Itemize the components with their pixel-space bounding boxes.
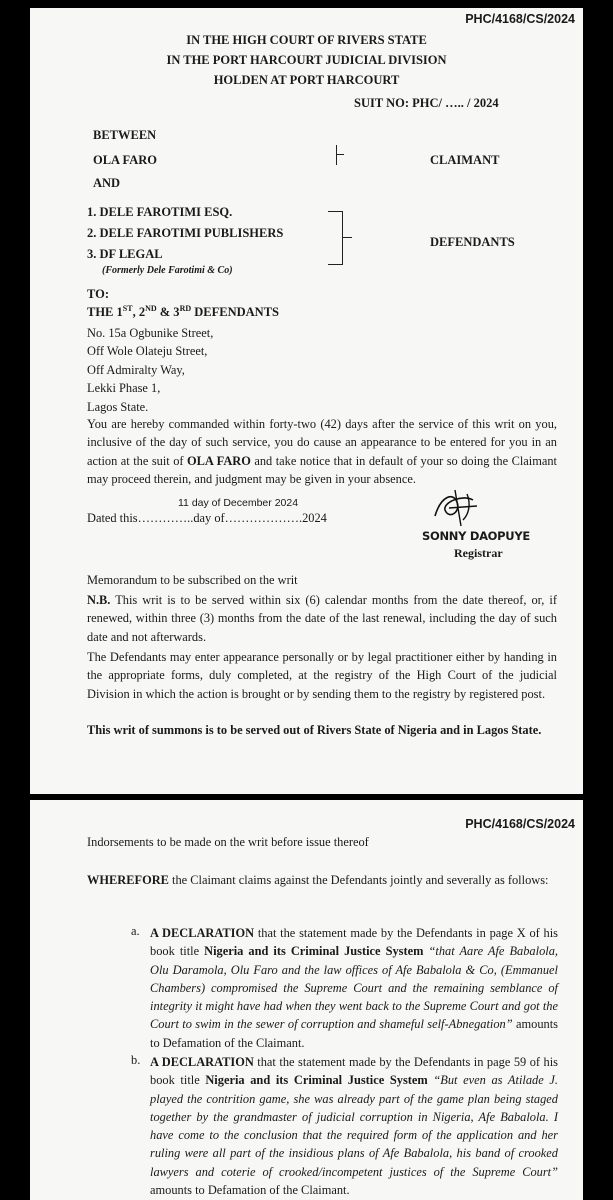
between-label: BETWEEN <box>93 128 157 142</box>
writ-page-2 <box>30 800 583 1200</box>
claimant-bracket-tick <box>336 154 344 155</box>
to-label: TO: <box>87 287 109 301</box>
indorsement-heading: Indorsements to be made on the writ before issue thereof <box>87 835 369 849</box>
wherefore-paragraph: WHEREFORE the Claimant claims against the Defendants jointly and severally as follows: <box>87 873 549 887</box>
memorandum-heading: Memorandum to be subscribed on the writ <box>87 573 298 587</box>
claimant-name: OLA FARO <box>93 153 158 167</box>
registrar-signature-icon <box>427 486 487 532</box>
registrar-title: Registrar <box>454 546 503 560</box>
defendant-item: 2. DELE FAROTIMI PUBLISHERS <box>87 226 284 240</box>
claimant-role: CLAIMANT <box>430 153 500 167</box>
defendants-role: DEFENDANTS <box>430 235 515 249</box>
address-line: Lekki Phase 1, <box>87 381 161 396</box>
dated-line: Dated this…………..day of……………….2024 <box>87 511 327 525</box>
court-heading-line: IN THE PORT HARCOURT JUDICIAL DIVISION <box>166 53 447 67</box>
suit-reference: PHC/4168/CS/2024 <box>465 817 575 831</box>
defendants-list <box>87 202 283 265</box>
defendant-item: 1. DELE FAROTIMI ESQ. <box>87 205 233 219</box>
address-block <box>87 324 213 416</box>
defendant-item: 3. DF LEGAL <box>87 247 163 261</box>
nb-paragraph: N.B. This writ is to be served within six (6) calendar months from the date thereof, or, if renewed, within three (3) months from the date of the last renewal, including the day of such date and not afterwards. <box>87 593 557 644</box>
claim-declaration: A DECLARATION that the statement made by the Defendants in page 59 of his book title Nigeria and its Criminal Justice System “But even as Atilade J. played the contrition game, she was already part of the game plan being staged together by the grandmaster of judicial corruption in Nigeria, Afe Babalola. I have come to the conclusion that the required form of the application and her ruling were all part of the insidious plans of Afe Babalola, his band of crooked lawyers and coterie of crooked/incompetent justices of the Supreme Court” amounts to Defamation of the Claimant. <box>150 1055 558 1198</box>
signatory-name: SONNY DAOPUYE <box>422 529 530 543</box>
formerly-note: (Formerly Dele Farotimi & Co) <box>102 265 233 276</box>
address-line: Off Wole Olateju Street, <box>87 344 208 359</box>
and-label: AND <box>93 176 121 190</box>
court-heading-line: IN THE HIGH COURT OF RIVERS STATE <box>186 33 427 47</box>
defendants-bracket-tick <box>342 237 352 238</box>
address-line: Off Admiralty Way, <box>87 362 185 377</box>
claim-letter: a. <box>131 924 140 938</box>
address-line: Lagos State. <box>87 399 149 414</box>
claim-declaration: A DECLARATION that the statement made by the Defendants in page X of his book title Nigeria and its Criminal Justice System “that Aare Afe Babalola, Olu Daramola, Olu Faro and the law offices of Afe Babalola & Co, (Emmanuel Chambers) compromised the Supreme Court and the remaining semblance of integrity it might have had when they went back to the Supreme Court and got the Court to swim in the sewer of corruption and shameful self-Abnegation” amounts to Defamation of the Claimant. <box>150 926 558 1050</box>
command-paragraph: You are hereby commanded within forty-two (42) days after the service of this writ on you, inclusive of the day of such service, you do cause an appearance to be entered for you in an action at the suit of OLA FARO and take notice that in default of your so doing the Claimant may proceed therein, and judgment may be given in your absence. <box>87 417 557 486</box>
claimant-bracket <box>332 145 337 165</box>
appearance-paragraph: The Defendants may enter appearance personally or by legal practitioner either by handing in the appropriate forms, duly completed, at the registry of the High Court of the judicial Division in which the action is brought or by sending them to the registry by registered post. <box>87 650 557 701</box>
address-line: No. 15a Ogbunike Street, <box>87 326 214 340</box>
defendants-bracket <box>328 211 343 265</box>
service-notice: This writ of summons is to be served out of Rivers State of Nigeria and in Lagos State. <box>87 723 542 737</box>
court-heading <box>30 30 583 90</box>
claim-letter: b. <box>131 1053 141 1067</box>
suit-number: SUIT NO: PHC/ ….. / 2024 <box>354 96 499 110</box>
to-recipients: THE 1ST, 2ND & 3RD DEFENDANTS <box>87 304 279 320</box>
writ-page-1 <box>30 8 583 794</box>
court-heading-line: HOLDEN AT PORT HARCOURT <box>213 73 400 87</box>
date-stamp: 11 day of December 2024 <box>178 497 299 509</box>
suit-reference: PHC/4168/CS/2024 <box>465 12 575 26</box>
